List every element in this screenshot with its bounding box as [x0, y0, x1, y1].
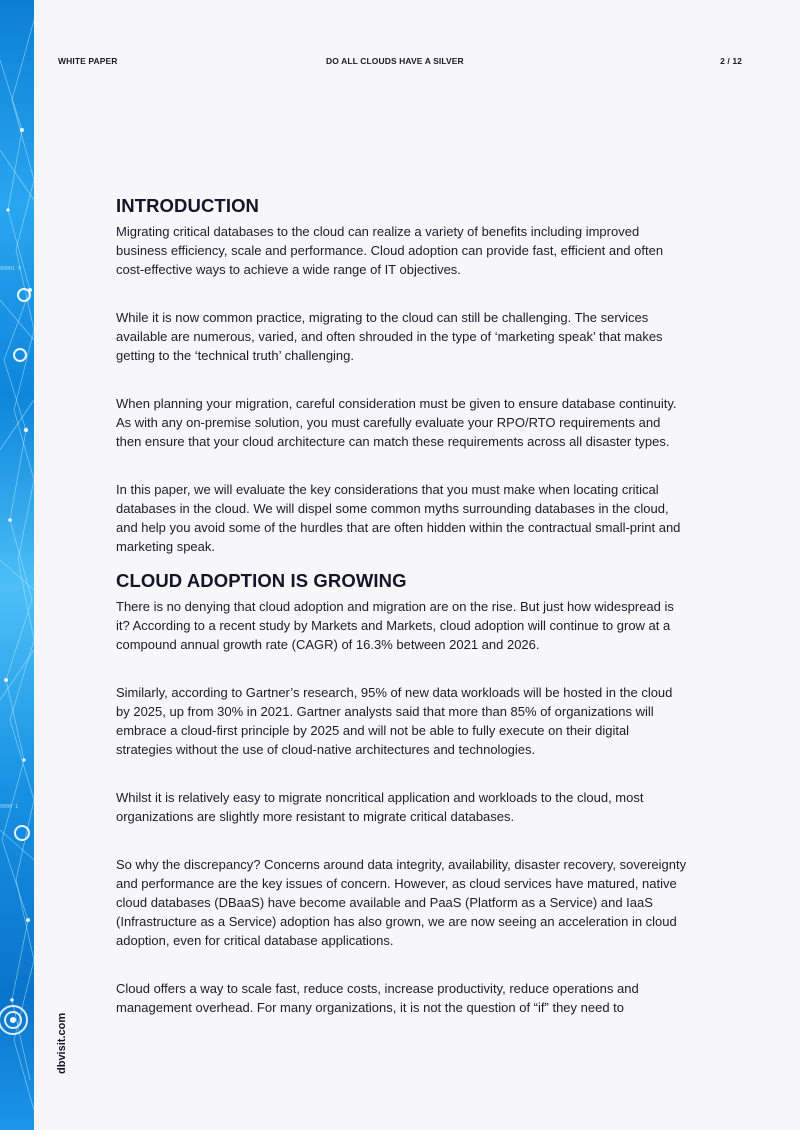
- main-content: [116, 195, 688, 1046]
- adoption-paragraph-2: Similarly, according to Gartner’s research, 95% of new data workloads will be hosted in the cloud by 2025, up from 30% in 2021. Gartner analysts said that more than 85% of organizations will embrace a cloud-first principle by 2025 and will not be able to fully execute on their digital strategies without the use of cloud-native architectures and technologies.: [116, 685, 673, 757]
- section-heading-cloud-adoption: CLOUD ADOPTION IS GROWING: [116, 570, 407, 591]
- network-pattern-image: [0, 0, 34, 1130]
- page-header: [58, 56, 742, 68]
- website-url: dbvisit.com: [56, 1012, 68, 1074]
- intro-paragraph-2: While it is now common practice, migrating to the cloud can still be challenging. The services available are numerous, varied, and often shrouded in the type of ‘marketing speak’ that makes getting to the ‘technical truth’ challenging.: [116, 310, 663, 363]
- intro-paragraph-3: When planning your migration, careful consideration must be given to ensure database continuity. As with any on-premise solution, you must carefully evaluate your RPO/RTO requirements and then ensure that your cloud architecture can match these requirements across all disaster types.: [116, 396, 677, 449]
- adoption-paragraph-5: Cloud offers a way to scale fast, reduce costs, increase productivity, reduce operations and management overhead. For many organizations, it is not the question of “if” they need to: [116, 981, 639, 1015]
- document-title-label: DO ALL CLOUDS HAVE A SILVER: [326, 56, 464, 66]
- svg-text:00001 9: 00001 9: [0, 266, 22, 272]
- adoption-paragraph-4: So why the discrepancy? Concerns around data integrity, availability, disaster recovery, sovereignty and performance are the key issues of concern. However, as cloud services have matured, native cloud databases (DBaaS) have become available and PaaS (Platform as a Service) and IaaS (Infrastructure as a Service) adoption has also grown, we are now seeing an acceleration in cloud adoption, even for critical database applications.: [116, 857, 687, 948]
- svg-text:0000 1: 0000 1: [0, 804, 19, 810]
- intro-paragraph-4: In this paper, we will evaluate the key considerations that you must make when locating critical databases in the cloud. We will dispel some common myths surrounding databases in the cloud, and help you avoid some of the hurdles that are often hidden within the contractual small-print and marketing speak.: [116, 482, 681, 554]
- decorative-sidebar: [0, 0, 34, 1130]
- document-type-label: WHITE PAPER: [58, 56, 118, 66]
- intro-paragraph-1: Migrating critical databases to the cloud can realize a variety of benefits including improved business efficiency, scale and performance. Cloud adoption can provide fast, efficient and often cost-effective ways to achieve a wide range of IT objectives.: [116, 224, 664, 277]
- adoption-paragraph-3: Whilst it is relatively easy to migrate noncritical application and workloads to the cloud, most organizations are slightly more resistant to migrate critical databases.: [116, 790, 644, 824]
- adoption-paragraph-1: There is no denying that cloud adoption and migration are on the rise. But just how widespread is it? According to a recent study by Markets and Markets, cloud adoption will continue to grow at a compound annual growth rate (CAGR) of 16.3% between 2021 and 2026.: [116, 599, 674, 652]
- section-heading-introduction: INTRODUCTION: [116, 195, 260, 216]
- page-number: 2 / 12: [720, 56, 742, 66]
